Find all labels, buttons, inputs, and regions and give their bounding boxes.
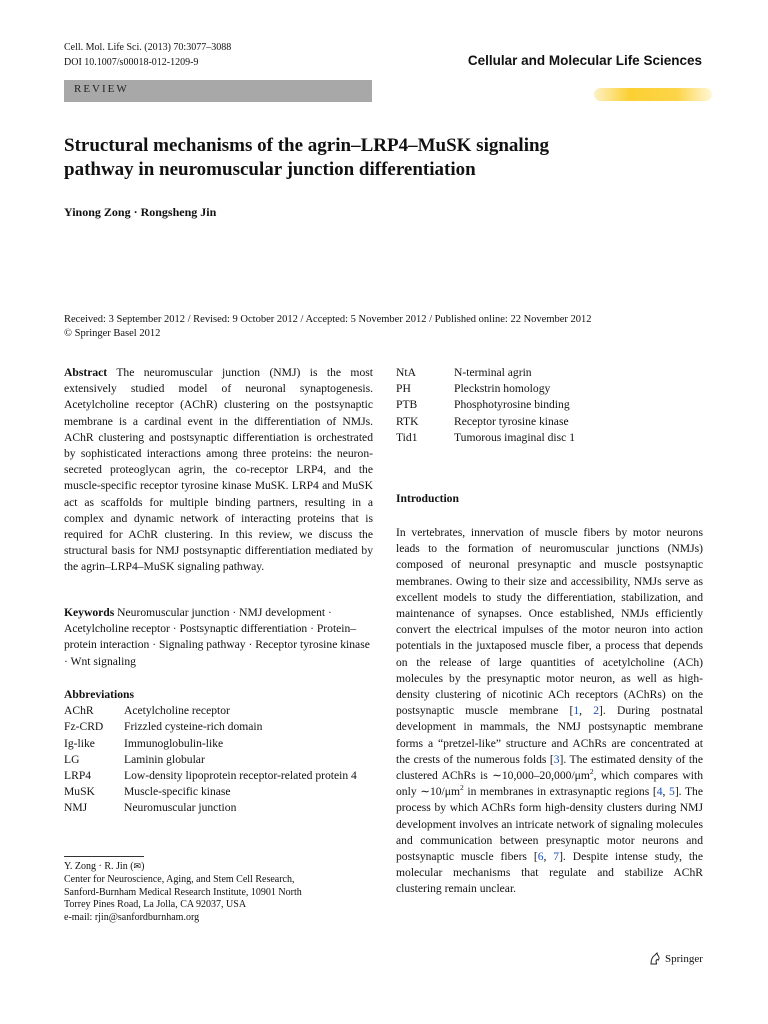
publisher-logo bbox=[648, 952, 703, 966]
affiliation-line-3: Torrey Pines Road, La Jolla, CA 92037, USA bbox=[64, 899, 247, 911]
abbr-row bbox=[64, 800, 373, 816]
email[interactable]: e-mail: rjin@sanfordburnham.org bbox=[64, 912, 200, 924]
intro-text: ]. The process by which AChRs form high-density clusters during NMJ development involves an intricate network of signaling molecules and communication between presynaptic motor neurons and postsynaptic muscle fibers [ bbox=[396, 785, 703, 864]
intro-text: , bbox=[662, 785, 670, 799]
abbr-term: NMJ bbox=[64, 801, 88, 815]
abbr-def: N-terminal agrin bbox=[454, 366, 532, 379]
citation-link[interactable]: 3 bbox=[553, 752, 560, 766]
title-line-1: Structural mechanisms of the agrin–LRP4–MuSK signaling bbox=[64, 135, 550, 156]
envelope-icon[interactable]: ✉ bbox=[133, 862, 142, 872]
abbr-term: LRP4 bbox=[64, 769, 92, 783]
citation-link[interactable]: 4 bbox=[656, 785, 663, 799]
abstract-text: The neuromuscular junction (NMJ) is the most extensively studied model of neuronal synaptogenesis. Acetylcholine receptor (AChR) clustering on the postsynaptic membrane is a cardinal event in the differentiation of NMJs. AChR clustering and postsynaptic differentiation is orchestrated by sophisticated interactions among three proteins: the neuron-secreted proteoglycan agrin, the co-receptor LRP4, and the muscle-specific receptor tyrosine kinase MuSK. LRP4 and MuSK act as scaffolds for multiple binding partners, resulting in a complex and dynamic network of interacting proteins that is required for AChR clustering. In this review, we discuss the structural basis for NMJ postsynaptic differentiation mediated by the agrin–LRP4–MuSK signaling pathway. bbox=[64, 366, 373, 574]
abbr-row bbox=[396, 397, 706, 413]
citation-link[interactable]: 2 bbox=[593, 704, 600, 718]
abbr-def: Acetylcholine receptor bbox=[124, 704, 230, 718]
author-names: Y. Zong · R. Jin ( bbox=[64, 861, 134, 872]
intro-text: ]. Despite intense study, the molecular mechanisms that regulate and stabilize AChR clustering remain unclear. bbox=[396, 850, 704, 896]
intro-text: , bbox=[543, 850, 554, 864]
intro-text: In vertebrates, innervation of muscle fibers by motor neurons leads to the formation of neuromuscular junctions (NMJs) composed of neuronal presynaptic and muscle postsynaptic membranes. Owing to their size and accessibility, NMJs serve as excellent models to study the differentiation, stabilization, and maintenance of synapses. Once established, NMJs efficiently convert the electrical impulses of the motor neuron into action potentials in the juxtaposed muscle fiber, a process that depends on the release of large quantities of acetylcholine (ACh) molecules by the presynaptic motor neuron, as well as high-density clustering of nicotinic ACh receptors (AChRs) on the postsynaptic muscle membrane [ bbox=[396, 526, 703, 718]
intro-text: , bbox=[579, 704, 594, 718]
review-banner bbox=[64, 80, 372, 102]
footnote-divider bbox=[64, 856, 144, 857]
abstract-label: Abstract bbox=[64, 366, 108, 379]
authors[interactable]: Yinong Zong · Rongsheng Jin bbox=[64, 205, 217, 219]
publisher-name: Springer bbox=[665, 953, 703, 965]
abbr-def: Muscle-specific kinase bbox=[124, 785, 231, 799]
abbreviations-right bbox=[396, 365, 706, 446]
abbr-row bbox=[64, 703, 373, 719]
dates-line: Received: 3 September 2012 / Revised: 9 October 2012 / Accepted: 5 November 2012 / Published online: 22 November 2012 bbox=[64, 314, 592, 325]
abbr-term: NtA bbox=[396, 366, 416, 379]
abbr-row bbox=[64, 768, 373, 784]
citation-link[interactable]: 5 bbox=[669, 785, 675, 799]
abbr-def: Receptor tyrosine kinase bbox=[454, 414, 569, 428]
abbr-term: AChR bbox=[64, 704, 94, 718]
citation-link[interactable]: 6 bbox=[537, 850, 544, 864]
abbr-row bbox=[396, 414, 706, 430]
abbr-def: Tumorous imaginal disc 1 bbox=[454, 430, 575, 444]
article-title bbox=[64, 134, 664, 182]
abbr-term: PTB bbox=[396, 398, 418, 412]
abbr-def: Pleckstrin homology bbox=[454, 382, 551, 396]
keywords-label: Keywords bbox=[64, 606, 115, 619]
abbr-row bbox=[64, 784, 373, 800]
citation: Cell. Mol. Life Sci. (2013) 70:3077–3088 bbox=[64, 42, 232, 53]
citation-link[interactable]: 7 bbox=[553, 850, 560, 864]
publication-dates bbox=[64, 313, 704, 341]
highlight-mark bbox=[594, 88, 712, 101]
abbr-row bbox=[64, 736, 373, 752]
intro-text: in membranes in extrasynaptic regions [ bbox=[463, 785, 657, 799]
abbr-def: Low-density lipoprotein receptor-related protein 4 bbox=[124, 769, 357, 783]
abbr-term: RTK bbox=[396, 414, 419, 428]
keywords bbox=[64, 605, 373, 670]
intro-text: ]. During postnatal development in mammals, the NMJ postsynaptic membrane forms a “pretzel-like” structure and AChRs are concentrated at the crests of the numerous folds [ bbox=[396, 704, 703, 766]
springer-horse-icon bbox=[648, 952, 662, 966]
abbreviations-left bbox=[64, 687, 373, 817]
copyright: © Springer Basel 2012 bbox=[64, 328, 161, 339]
abbreviations-heading: Abbreviations bbox=[64, 688, 135, 701]
affiliation bbox=[64, 861, 364, 925]
abbr-row bbox=[396, 430, 706, 446]
affiliation-names bbox=[64, 861, 364, 874]
section-label: REVIEW bbox=[74, 83, 129, 95]
keywords-text: Neuromuscular junction · NMJ development · Acetylcholine receptor · Postsynaptic differentiation · Protein–protein interaction · Signaling pathway · Receptor tyrosine kinase · Wnt signaling bbox=[64, 606, 370, 668]
abbr-term: Ig-like bbox=[64, 736, 95, 750]
abbr-term: MuSK bbox=[64, 785, 95, 799]
introduction-heading: Introduction bbox=[396, 492, 459, 505]
intro-text: , which compares with only ∼10/μm bbox=[396, 769, 703, 799]
abbr-term: LG bbox=[64, 752, 80, 766]
abbr-row bbox=[64, 752, 373, 768]
journal-name: Cellular and Molecular Life Sciences bbox=[467, 53, 702, 68]
author-names-end: ) bbox=[141, 861, 145, 872]
abbr-row bbox=[396, 365, 706, 381]
abbr-term: PH bbox=[396, 382, 411, 396]
abbr-term: Fz-CRD bbox=[64, 720, 104, 734]
affiliation-line-1: Center for Neuroscience, Aging, and Stem Cell Research, bbox=[64, 873, 295, 885]
abbr-term: Tid1 bbox=[396, 430, 418, 444]
abbr-row bbox=[396, 381, 706, 397]
superscript: 2 bbox=[589, 767, 594, 777]
introduction-paragraph bbox=[396, 525, 703, 898]
abbr-row bbox=[64, 719, 373, 735]
abbr-def: Laminin globular bbox=[124, 752, 205, 766]
abbr-def: Immunoglobulin-like bbox=[124, 736, 224, 750]
intro-text: ]. The estimated density of the clustered AChRs is ∼10,000–20,000/μm bbox=[396, 752, 703, 783]
title-line-2: pathway in neuromuscular junction differentiation bbox=[64, 159, 476, 180]
abbr-def: Frizzled cysteine-rich domain bbox=[124, 720, 263, 734]
doi[interactable]: DOI 10.1007/s00018-012-1209-9 bbox=[64, 57, 199, 68]
superscript: 2 bbox=[460, 783, 464, 793]
citation-link[interactable]: 1 bbox=[573, 704, 580, 718]
abstract bbox=[64, 365, 373, 576]
abbr-def: Phosphotyrosine binding bbox=[454, 398, 570, 412]
affiliation-line-2: Sanford-Burnham Medical Research Institute, 10901 North bbox=[64, 886, 302, 898]
abbr-def: Neuromuscular junction bbox=[124, 801, 237, 815]
